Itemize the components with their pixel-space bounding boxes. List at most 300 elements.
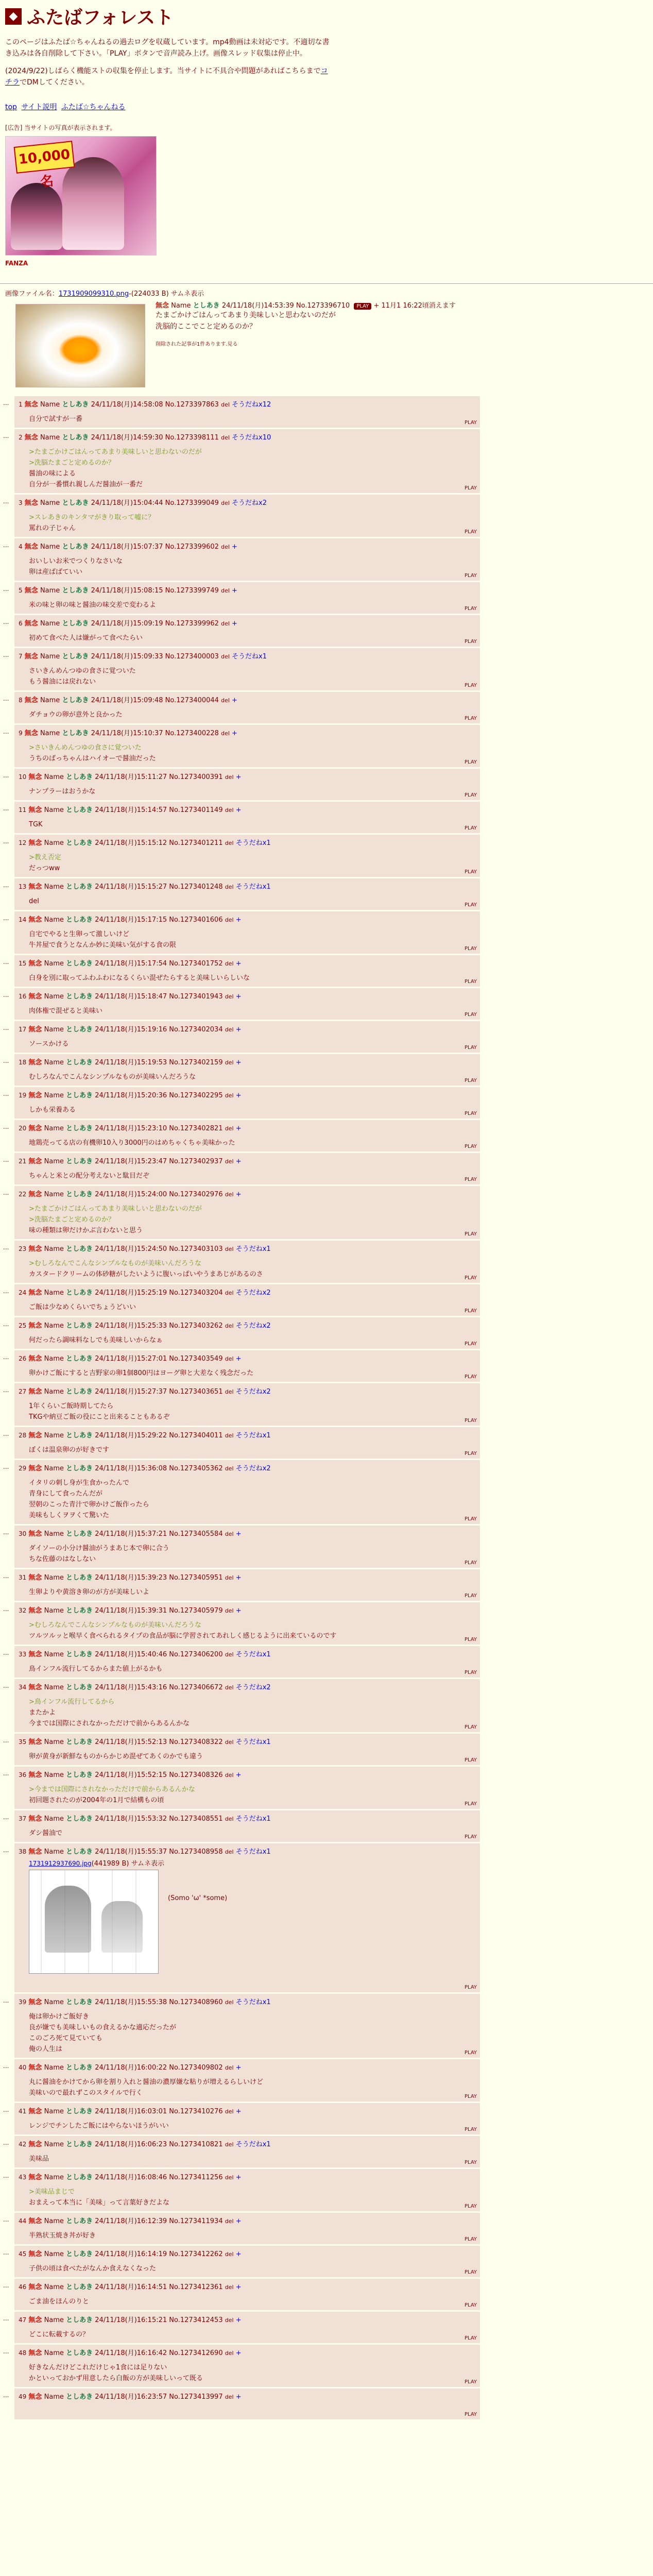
reply-author: としあき [66, 1355, 93, 1363]
reply-name: Name [44, 1771, 64, 1779]
reply-date: 24/11/18(月)15:14:57 [95, 806, 167, 814]
reply-subject: 無念 [28, 2316, 42, 2324]
reply-subject: 無念 [28, 1432, 42, 1439]
reply-no: No.1273408551 [169, 1815, 223, 1823]
reply-name: Name [44, 1125, 64, 1132]
play-button[interactable]: PLAY [464, 759, 477, 765]
reply-number: 7 [19, 653, 23, 660]
reply-text [29, 666, 476, 687]
del-button[interactable]: del [225, 1684, 234, 1691]
reply-text-line: 良が嫌でも美味しいもの食えるかな適応だったが [29, 2024, 177, 2031]
play-button[interactable]: PLAY [464, 1078, 477, 1083]
del-button[interactable]: del [225, 1651, 234, 1658]
del-button[interactable]: del [225, 2251, 234, 2258]
op-thumbnail-image[interactable] [15, 304, 145, 387]
reply-meta [19, 399, 476, 409]
reply-number: 24 [19, 1289, 27, 1296]
reply-row [3, 2388, 653, 2419]
sodane-button[interactable]: そうだねx2 [235, 1289, 271, 1297]
reply-text [29, 600, 476, 611]
reply-date: 24/11/18(月)15:37:21 [95, 1530, 167, 1538]
play-button[interactable]: PLAY [464, 1637, 477, 1642]
sodane-button[interactable]: + [232, 587, 237, 595]
reply-row [3, 1994, 653, 2058]
play-button[interactable]: PLAY [464, 946, 477, 952]
del-button[interactable]: del [225, 1191, 234, 1198]
play-button[interactable]: PLAY [464, 1834, 477, 1840]
reply-name: Name [40, 587, 60, 595]
contact-link[interactable]: コチラ [5, 67, 328, 87]
play-button[interactable]: PLAY [464, 2269, 477, 2275]
del-button[interactable]: del [225, 1739, 234, 1745]
reply-date: 24/11/18(月)16:14:19 [95, 2250, 167, 2258]
sodane-button[interactable]: + [235, 1607, 242, 1615]
reply-subject: 無念 [28, 2250, 42, 2258]
sodane-button[interactable]: + [235, 960, 242, 968]
reply-row [3, 2279, 653, 2310]
reply-subject: 無念 [24, 653, 38, 660]
reply-list [0, 396, 653, 2419]
play-button[interactable]: PLAY [464, 2236, 477, 2242]
nav-futaba-link[interactable]: ふたば☆ちゃんねる [61, 103, 126, 111]
reply-text [29, 1258, 476, 1280]
reply-meta [19, 2062, 476, 2072]
notice-tail: でDMしてください。 [20, 78, 89, 87]
sodane-button[interactable]: そうだねx2 [235, 1322, 271, 1330]
sodane-button[interactable]: + [235, 2349, 242, 2357]
sodane-button[interactable]: そうだねx1 [235, 1738, 271, 1746]
reply-name: Name [40, 401, 60, 409]
reply-subject: 無念 [28, 1355, 42, 1363]
sodane-button[interactable]: + [235, 1059, 242, 1066]
reply-post [14, 2059, 480, 2102]
play-button[interactable]: PLAY [464, 2127, 477, 2132]
reply-author: としあき [62, 434, 89, 442]
reply-subject: 無念 [28, 960, 42, 968]
sodane-button[interactable]: そうだねx2 [235, 1684, 271, 1691]
play-button[interactable]: PLAY [464, 2302, 477, 2308]
reply-no: No.1273408326 [169, 1771, 223, 1779]
reply-author: としあき [66, 1289, 93, 1297]
sodane-button[interactable]: そうだねx1 [235, 839, 271, 847]
reply-no: No.1273403262 [169, 1322, 223, 1330]
del-button[interactable]: del [225, 1125, 234, 1132]
reply-text [29, 709, 476, 720]
reply-row [3, 1767, 653, 1809]
play-button[interactable]: PLAY [464, 1308, 477, 1314]
reply-no: No.1273400228 [165, 730, 219, 737]
sodane-button[interactable]: + [235, 1355, 242, 1363]
sodane-button[interactable]: そうだねx2 [235, 1465, 271, 1472]
reply-post [14, 1284, 480, 1316]
sodane-button[interactable]: そうだねx1 [235, 1815, 271, 1823]
reply-no: No.1273401943 [169, 993, 223, 1001]
reply-author: としあき [66, 960, 93, 968]
del-button[interactable]: del [221, 401, 230, 408]
quote-line: >むしろなんでこんなシンプルなものが美味いんだろうな [29, 1621, 202, 1629]
del-button[interactable]: del [225, 840, 234, 846]
del-button[interactable]: del [221, 730, 230, 737]
sodane-button[interactable]: そうだねx2 [232, 499, 267, 507]
play-button[interactable]: PLAY [464, 683, 477, 688]
del-button[interactable]: del [225, 884, 234, 890]
reply-date: 24/11/18(月)15:09:48 [91, 697, 163, 704]
reply-name: Name [44, 1998, 64, 2006]
del-button[interactable]: del [225, 2284, 234, 2291]
reply-date: 24/11/18(月)15:27:01 [95, 1355, 167, 1363]
reply-subject: 無念 [24, 620, 38, 628]
reply-author: としあき [66, 1125, 93, 1132]
reply-author: としあき [66, 1771, 93, 1779]
reply-meta [19, 585, 476, 595]
sodane-button[interactable]: + [235, 2174, 242, 2181]
op-file-link[interactable]: 1731909099310.png [58, 290, 129, 298]
reply-name: Name [40, 730, 60, 737]
play-button[interactable]: PLAY [464, 902, 477, 908]
play-button[interactable]: PLAY [464, 1275, 477, 1281]
reply-post [14, 955, 480, 987]
op-date: 24/11/18(月)14:53:39 [221, 302, 294, 310]
sodane-button[interactable]: + [235, 1026, 242, 1033]
reply-date: 24/11/18(月)16:15:21 [95, 2316, 167, 2324]
play-button[interactable]: PLAY [464, 1418, 477, 1423]
reply-post [14, 2169, 480, 2211]
reply-post [14, 1120, 480, 1151]
sodane-button[interactable]: そうだねx1 [232, 653, 267, 660]
reply-subject: 無念 [24, 499, 38, 507]
nav-top-link[interactable]: top [5, 103, 17, 111]
reply-number: 17 [19, 1026, 27, 1033]
reply-text-line: 美味もしくヲヲくて驚いた [29, 1512, 110, 1519]
ad-banner[interactable] [5, 136, 157, 256]
play-button[interactable]: PLAY [464, 1374, 477, 1380]
del-button[interactable]: del [225, 1465, 234, 1472]
play-button[interactable]: PLAY [464, 2050, 477, 2056]
reply-meta [19, 804, 476, 814]
reply-post [14, 725, 480, 767]
reply-author: としあき [66, 2393, 93, 2401]
reply-post [14, 1350, 480, 1382]
reply-post [14, 1734, 480, 1765]
play-button[interactable]: PLAY [464, 529, 477, 535]
op-play-button[interactable]: PLAY [354, 303, 371, 310]
play-button[interactable]: PLAY [464, 825, 477, 831]
sodane-button[interactable]: + [235, 1125, 242, 1132]
reply-marker: ... [3, 1605, 9, 1613]
play-button[interactable]: PLAY [464, 1516, 477, 1522]
play-button[interactable]: PLAY [464, 1593, 477, 1599]
reply-marker: ... [3, 1770, 9, 1777]
reply-post [14, 1843, 480, 1992]
del-button[interactable]: del [225, 1772, 234, 1778]
sodane-button[interactable]: そうだねx1 [235, 1998, 271, 2006]
del-button[interactable]: del [221, 587, 230, 594]
sodane-button[interactable]: そうだねx1 [235, 1432, 271, 1439]
sodane-button[interactable]: + [235, 773, 242, 781]
del-button[interactable]: del [221, 434, 230, 441]
sodane-button[interactable]: + [235, 916, 242, 924]
reply-subject: 無念 [28, 1998, 42, 2006]
reply-row [3, 648, 653, 690]
quote-line: >さいきんめんつゆの食さに覚ついた [29, 744, 142, 752]
reply-name: Name [44, 1651, 64, 1658]
reply-marker: ... [3, 838, 9, 845]
reply-name: Name [44, 1245, 64, 1253]
del-button[interactable]: del [225, 917, 234, 923]
sodane-button[interactable]: + [232, 730, 237, 737]
del-button[interactable]: del [225, 807, 234, 814]
del-button[interactable]: del [225, 960, 234, 967]
site-notice [5, 37, 335, 88]
del-button[interactable]: del [225, 1388, 234, 1395]
sodane-button[interactable]: + [235, 2064, 242, 2072]
reply-no: No.1273403549 [169, 1355, 223, 1363]
play-button[interactable]: PLAY [464, 1724, 477, 1730]
reply-row [3, 988, 653, 1020]
sodane-button[interactable]: そうだねx12 [232, 401, 271, 409]
play-button[interactable]: PLAY [464, 979, 477, 985]
play-button[interactable]: PLAY [464, 1045, 477, 1050]
play-button[interactable]: PLAY [464, 2379, 477, 2385]
sodane-button[interactable]: そうだねx1 [235, 1651, 271, 1658]
sodane-button[interactable]: + [235, 2393, 242, 2401]
play-button[interactable]: PLAY [464, 2412, 477, 2417]
reply-no: No.1273408322 [169, 1738, 223, 1746]
play-button[interactable]: PLAY [464, 420, 477, 426]
sodane-button[interactable]: + [235, 2283, 242, 2291]
del-button[interactable]: del [225, 1246, 234, 1252]
play-button[interactable]: PLAY [464, 2335, 477, 2341]
reply-meta [19, 1463, 476, 1472]
del-button[interactable]: del [225, 1323, 234, 1329]
reply-row [3, 1317, 653, 1349]
reply-date: 24/11/18(月)15:04:44 [91, 499, 163, 507]
reply-spacer [19, 2401, 476, 2416]
reply-name: Name [44, 1289, 64, 1297]
reply-number: 38 [19, 1848, 27, 1855]
reply-marker: ... [3, 1320, 9, 1328]
reply-subject: 無念 [24, 543, 38, 551]
reply-number: 43 [19, 2174, 27, 2181]
reply-subject: 無念 [28, 1322, 42, 1330]
sodane-button[interactable]: + [235, 2250, 242, 2258]
play-button[interactable]: PLAY [464, 1985, 477, 1990]
reply-author: としあき [66, 916, 93, 924]
sodane-button[interactable]: + [232, 620, 237, 628]
sodane-button[interactable]: そうだねx10 [232, 434, 271, 442]
del-button[interactable]: del [225, 2218, 234, 2225]
del-button[interactable]: del [225, 1849, 234, 1855]
reply-name: Name [40, 434, 60, 442]
play-button[interactable]: PLAY [464, 2204, 477, 2209]
sodane-button[interactable]: + [235, 2108, 242, 2115]
reply-number: 20 [19, 1125, 27, 1132]
reply-date: 24/11/18(月)15:29:22 [95, 1432, 167, 1439]
sodane-button[interactable]: + [235, 1158, 242, 1165]
reply-text [29, 1368, 476, 1379]
reply-file-link[interactable]: 1731912937690.jpg [29, 1860, 92, 1867]
del-button[interactable]: del [225, 1607, 234, 1614]
sodane-button[interactable]: そうだねx2 [235, 1388, 271, 1396]
del-button[interactable]: del [225, 2350, 234, 2357]
play-button[interactable]: PLAY [464, 1757, 477, 1763]
del-button[interactable]: del [221, 544, 230, 550]
reply-text [29, 2296, 476, 2307]
del-button[interactable]: del [225, 1355, 234, 1362]
reply-row [3, 1646, 653, 1677]
sodane-button[interactable]: + [235, 1092, 242, 1099]
sodane-button[interactable]: + [232, 543, 237, 551]
del-button[interactable]: del [225, 2317, 234, 2324]
reply-no: No.1273408958 [169, 1848, 223, 1856]
play-button[interactable]: PLAY [464, 606, 477, 612]
play-button[interactable]: PLAY [464, 792, 477, 798]
reply-marker: ... [3, 882, 9, 889]
reply-number: 6 [19, 620, 23, 627]
del-button[interactable]: del [221, 620, 230, 627]
sodane-button[interactable]: + [232, 697, 237, 704]
reply-text [29, 512, 476, 534]
reply-author: としあき [66, 1574, 93, 1582]
sodane-button[interactable]: そうだねx1 [235, 883, 271, 891]
sodane-button[interactable]: + [235, 2217, 242, 2225]
reply-date: 24/11/18(月)15:23:10 [95, 1125, 167, 1132]
sodane-button[interactable]: + [235, 1771, 242, 1779]
reply-post [14, 1679, 480, 1732]
reply-number: 11 [19, 806, 27, 814]
reply-name: Name [40, 653, 60, 660]
reply-text [29, 2230, 476, 2241]
reply-text-line: 今までは国際にされなかっただけで前からあるんかな [29, 1720, 190, 1727]
reply-date: 24/11/18(月)14:58:08 [91, 401, 163, 409]
reply-thumbnail-image[interactable] [29, 1870, 159, 1974]
reply-meta [19, 727, 476, 737]
reply-text-line: もう醤油には戻れない [29, 678, 96, 686]
reply-name: Name [44, 2141, 64, 2148]
play-button[interactable]: PLAY [464, 485, 477, 491]
sodane-button[interactable]: + [235, 1574, 242, 1582]
play-button[interactable]: PLAY [464, 716, 477, 721]
del-button[interactable]: del [225, 774, 234, 781]
reply-meta [19, 1123, 476, 1132]
del-button[interactable]: del [221, 500, 230, 506]
reply-subject: 無念 [28, 2349, 42, 2357]
reply-text-line: 丸に醤油をかけてから卵を割り入れと醤油の濃厚嫌な粘りが増えるらしいけど [29, 2078, 264, 2086]
play-button[interactable]: PLAY [464, 1801, 477, 1807]
sodane-button[interactable]: そうだねx1 [235, 1245, 271, 1253]
reply-marker: ... [3, 1353, 9, 1361]
del-button[interactable]: del [225, 1531, 234, 1537]
reply-author: としあき [62, 401, 89, 409]
sodane-button[interactable]: そうだねx1 [235, 1848, 271, 1856]
reply-text-line: 翌朝のこった青汁で卵かけご飯作ったら [29, 1501, 149, 1509]
del-button[interactable]: del [225, 1290, 234, 1296]
reply-subject: 無念 [28, 1125, 42, 1132]
reply-marker: ... [3, 914, 9, 922]
del-button[interactable]: del [225, 1574, 234, 1581]
reply-author: としあき [66, 883, 93, 891]
reply-marker: ... [3, 1057, 9, 1064]
reply-name: Name [44, 1607, 64, 1615]
del-button[interactable]: del [221, 653, 230, 660]
reply-name: Name [44, 2108, 64, 2115]
reply-text-line: del [29, 897, 39, 905]
del-button[interactable]: del [225, 1059, 234, 1066]
reply-no: No.1273405584 [169, 1530, 223, 1538]
play-button[interactable]: PLAY [464, 1451, 477, 1456]
play-button[interactable]: PLAY [464, 1144, 477, 1149]
reply-post [14, 1767, 480, 1809]
reply-number: 2 [19, 434, 23, 441]
del-button[interactable]: del [225, 993, 234, 1000]
reply-text-line: 醤油の味による [29, 470, 76, 478]
play-button[interactable]: PLAY [464, 1341, 477, 1347]
reply-subject: 無念 [28, 916, 42, 924]
del-button[interactable]: del [225, 2174, 234, 2181]
play-button[interactable]: PLAY [464, 869, 477, 875]
reply-name: Name [44, 773, 64, 781]
del-button[interactable]: del [225, 2394, 234, 2400]
sodane-button[interactable]: + [235, 1191, 242, 1198]
play-button[interactable]: PLAY [464, 2094, 477, 2099]
sodane-button[interactable]: そうだねx1 [235, 2141, 271, 2148]
play-button[interactable]: PLAY [464, 573, 477, 579]
reply-row [3, 1569, 653, 1601]
top-nav [5, 101, 648, 112]
del-button[interactable]: del [225, 1816, 234, 1822]
del-button[interactable]: del [225, 1092, 234, 1099]
del-button[interactable]: del [225, 1026, 234, 1033]
del-button[interactable]: del [221, 697, 230, 704]
sodane-button[interactable]: + [235, 1530, 242, 1538]
reply-date: 24/11/18(月)15:25:19 [95, 1289, 167, 1297]
sodane-button[interactable]: + [235, 2316, 242, 2324]
reply-marker: ... [3, 432, 9, 439]
play-button[interactable]: PLAY [464, 1177, 477, 1182]
del-button[interactable]: del [225, 2108, 234, 2115]
reply-marker: ... [3, 1737, 9, 1744]
reply-name: Name [44, 839, 64, 847]
sodane-button[interactable]: + [235, 806, 242, 814]
del-button[interactable]: del [225, 2064, 234, 2071]
del-button[interactable]: del [225, 2141, 234, 2148]
reply-text-line: 俺は卵かけご飯好き [29, 2013, 90, 2021]
reply-text [29, 1204, 476, 1236]
play-button[interactable]: PLAY [464, 1231, 477, 1237]
play-button[interactable]: PLAY [464, 2160, 477, 2165]
reply-row [3, 1679, 653, 1732]
play-button[interactable]: PLAY [464, 1670, 477, 1675]
del-button[interactable]: del [225, 1158, 234, 1165]
reply-date: 24/11/18(月)15:17:54 [95, 960, 167, 968]
del-button[interactable]: del [225, 1999, 234, 2006]
play-button[interactable]: PLAY [464, 639, 477, 645]
sodane-button[interactable]: + [235, 993, 242, 1001]
play-button[interactable]: PLAY [464, 1560, 477, 1566]
reply-text-line: 卵は産ばばていい [29, 568, 83, 576]
reply-post [14, 1241, 480, 1283]
header-divider [0, 283, 653, 284]
play-button[interactable]: PLAY [464, 1111, 477, 1116]
reply-meta [19, 1682, 476, 1691]
reply-text [29, 2154, 476, 2164]
reply-marker: ... [3, 2392, 9, 2399]
reply-post [14, 1646, 480, 1677]
nav-about-link[interactable]: サイト説明 [21, 103, 57, 111]
del-button[interactable]: del [225, 1432, 234, 1439]
play-button[interactable]: PLAY [464, 1012, 477, 1018]
reply-author: としあき [62, 499, 89, 507]
